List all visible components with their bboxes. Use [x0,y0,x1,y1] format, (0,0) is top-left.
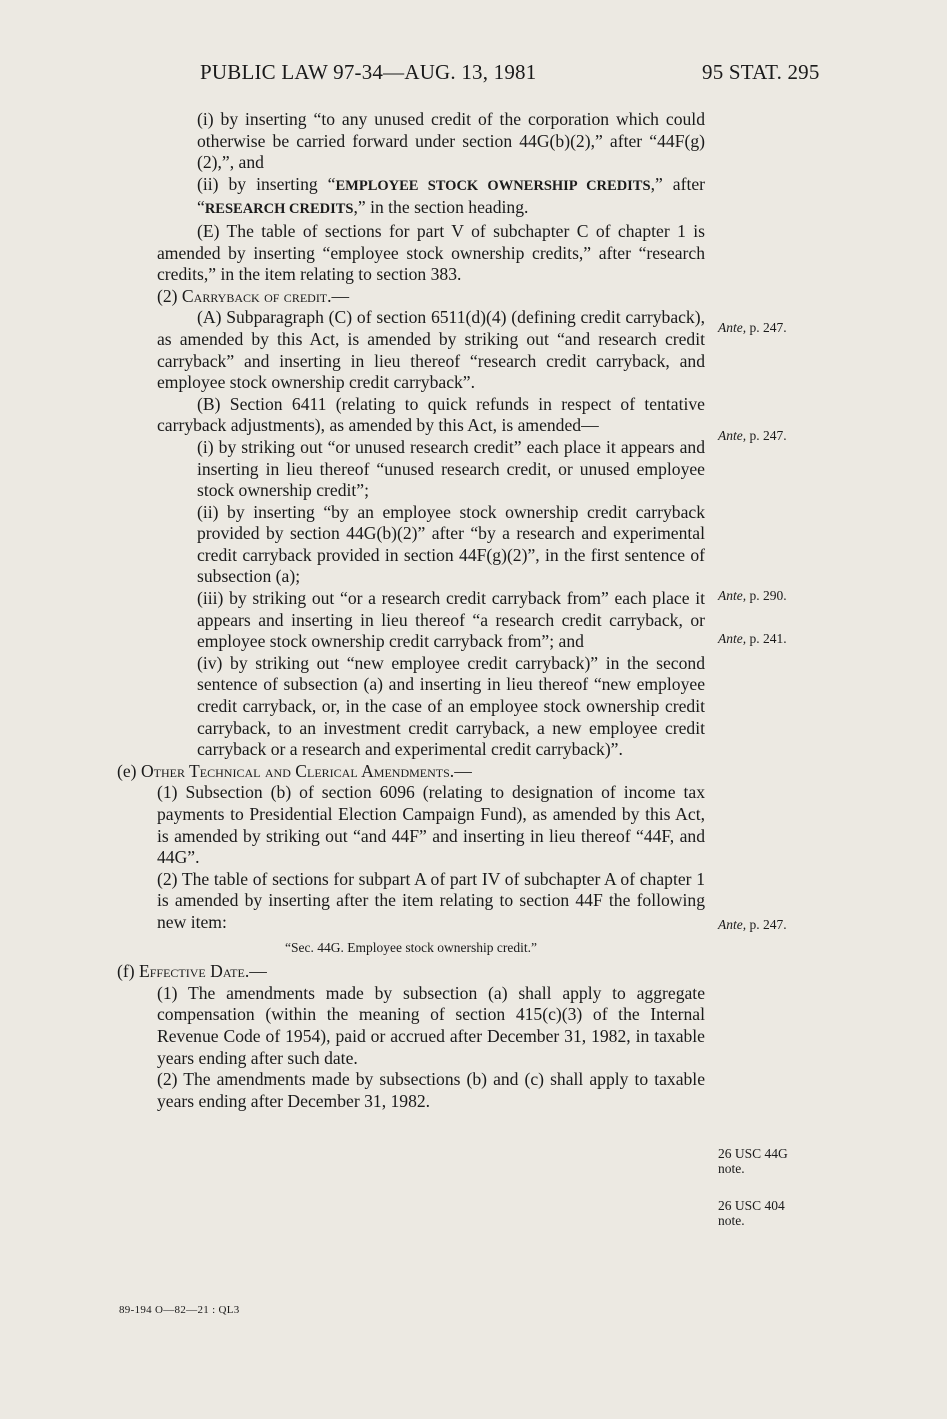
clause-iv-striking: (iv) by striking out “new employee credit carryback)” in the second sentence of subsection (a) and inserting in lieu thereof “new employee credit carryback, or, in the case of an employee stock ownership credit carryback, to an investment credit carryback, a new employee credit carryback or a research and experimental credit carryback)”. [197,652,705,760]
clause-ii-heading: (ii) by inserting “EMPLOYEE STOCK OWNERSHIP CREDITS,” after “RESEARCH CREDITS,” in the section heading. [197,173,705,218]
margin-note: Ante, p. 247. [718,428,787,443]
subpara-e-table: (E) The table of sections for part V of subchapter C of chapter 1 is amended by inserting “employee stock ownership credits,” after “research credits,” in the item relating to section 383. [157,220,705,285]
print-code-footer: 89-194 O—82—21 : QL3 [119,1304,240,1316]
effective-para-1: (1) The amendments made by subsection (a) shall apply to aggregate compensation (within the meaning of section 415(c)(3) of the Internal Revenue Code of 1954), paid or accrued after December 31, 1982, in taxable years ending after such date. [157,982,705,1068]
heading-effective-date: (f) Effective Date.— [117,961,267,982]
margin-note: Ante, p. 290. [718,588,787,603]
margin-note: 26 USC 404 note. [718,1198,785,1228]
clause-iii-striking: (iii) by striking out “or a research credit carryback from” each place it appears and inserting in lieu thereof “a research credit carryback, or employee stock ownership credit carryback from”; and [197,588,705,652]
running-header-title: PUBLIC LAW 97-34—AUG. 13, 1981 [200,60,537,84]
margin-note: 26 USC 44G note. [718,1146,788,1176]
heading-carryback-of-credit: (2) Carryback of credit.— [157,285,350,306]
effective-para-2: (2) The amendments made by subsections (b) and (c) shall apply to taxable years ending after December 31, 1982. [157,1069,705,1111]
statute-body [117,109,705,1112]
heading-other-amendments: (e) Other Technical and Clerical Amendments.— [117,760,472,781]
clause-i-inserting: (i) by inserting “to any unused credit of the corporation which could otherwise be carried forward under section 44G(b)(2),” after “44F(g)(2),”, and [197,109,705,173]
new-item-line: “Sec. 44G. Employee stock ownership credit.” [285,939,537,955]
clause-i-striking: (i) by striking out “or unused research credit” each place it appears and inserting in lieu thereof “unused research credit, or unused employee stock ownership credit”; [197,436,705,501]
clause-ii-inserting: (ii) by inserting “by an employee stock ownership credit carryback provided by section 44G(b)(2)” after “by a research and experimental credit carryback provided in section 44F(g)(2)”, in the first sentence of subsection (a); [197,501,705,587]
statute-page-number: 95 STAT. 295 [702,60,820,84]
subpara-a-6511: (A) Subparagraph (C) of section 6511(d)(4) (defining credit carryback), as amended by this Act, is amended by striking out “and research credit carryback” and inserting in lieu thereof “research credit carryback, and employee stock ownership credit carryback”. [157,307,705,393]
subpara-b-6411: (B) Section 6411 (relating to quick refunds in respect of tentative carryback adjustments), as amended by this Act, is amended— [157,393,705,436]
margin-note: Ante, p. 241. [718,631,787,646]
para-1-6096: (1) Subsection (b) of section 6096 (relating to designation of income tax payments to Presidential Election Campaign Fund), as amended by this Act, is amended by striking out “and 44F” and inserting in lieu thereof “44F, and 44G”. [157,782,705,868]
para-2-table: (2) The table of sections for subpart A of part IV of subchapter A of chapter 1 is amended by inserting after the item relating to section 44F the following new item: [157,868,705,932]
margin-note: Ante, p. 247. [718,320,787,335]
margin-note: Ante, p. 247. [718,917,787,932]
